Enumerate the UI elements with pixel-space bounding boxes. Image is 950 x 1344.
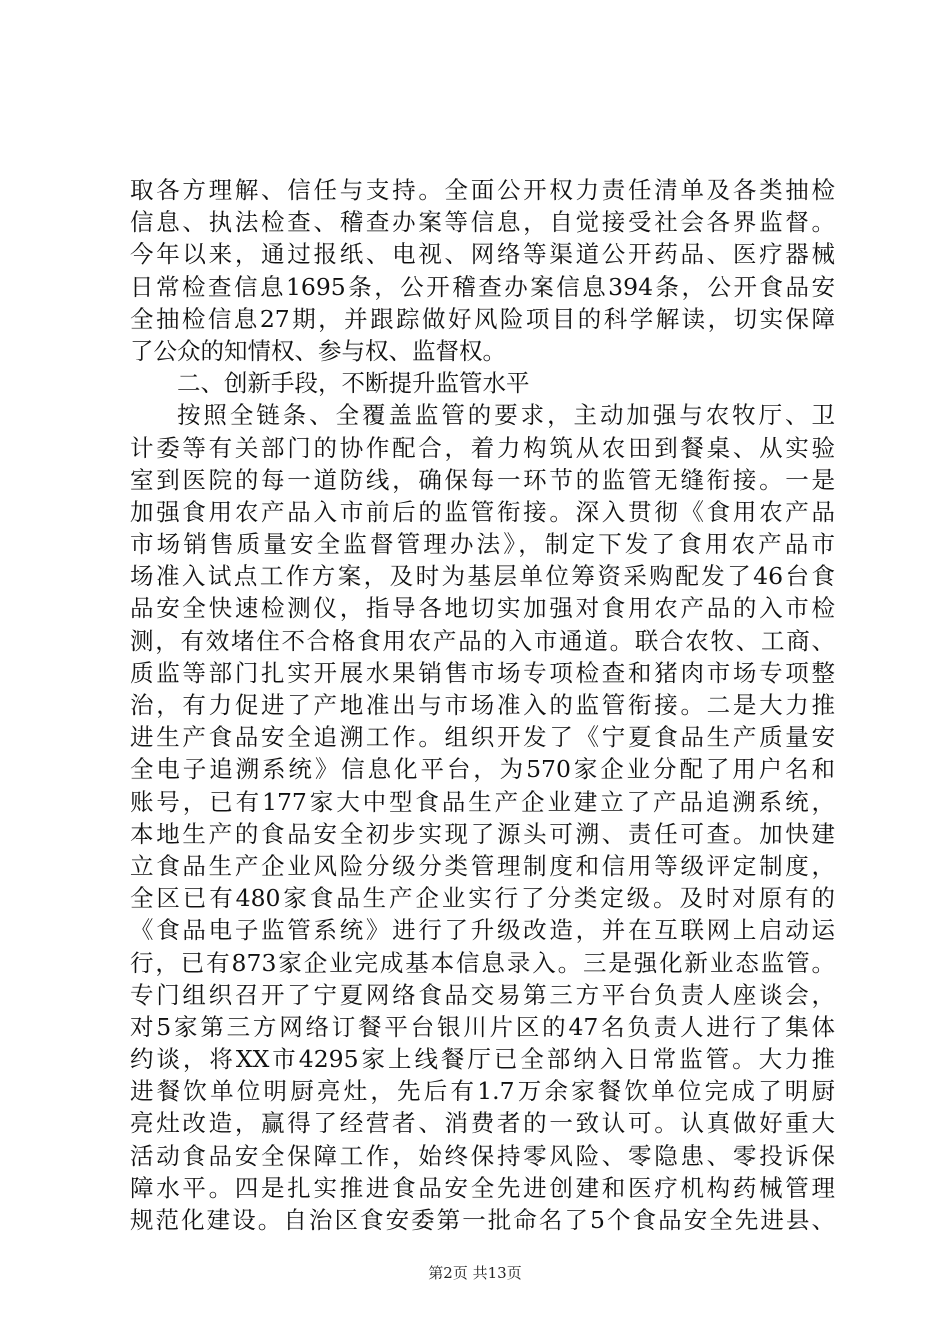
text-line: 日常检查信息1695条，公开稽查办案信息394条，公开食品安 (130, 272, 835, 301)
text-line: 专门组织召开了宁夏网络食品交易第三方平台负责人座谈会， (130, 980, 835, 1009)
text-line: 取各方理解、信任与支持。全面公开权力责任清单及各类抽检 (130, 176, 835, 204)
section-heading: 二、创新手段，不断提升监管水平 (177, 369, 530, 398)
text-line: 行，已有873家企业完成基本信息录入。三是强化新业态监管。 (130, 948, 835, 977)
text-line: 测，有效堵住不合格食用农产品的入市通道。联合农牧、工商、 (130, 626, 835, 655)
text-line: 进餐饮单位明厨亮灶，先后有1.7万余家餐饮单位完成了明厨 (130, 1077, 835, 1106)
text-line: 了公众的知情权、参与权、监督权。 (130, 336, 506, 365)
text-line: 信息、执法检查、稽查办案等信息，自觉接受社会各界监督。 (130, 208, 835, 237)
page-number-label: 第2页 共13页 (428, 1264, 522, 1282)
text-line: 活动食品安全保障工作，始终保持零风险、零隐患、零投诉保 (130, 1141, 835, 1170)
text-line: 加强食用农产品入市前后的监管衔接。深入贯彻《食用农产品 (130, 497, 835, 526)
text-line: 今年以来，通过报纸、电视、网络等渠道公开药品、医疗器械 (130, 240, 835, 269)
text-line: 全区已有480家食品生产企业实行了分类定级。及时对原有的 (130, 884, 835, 913)
text-line: 障水平。四是扎实推进食品安全先进创建和医疗机构药械管理 (130, 1173, 835, 1202)
text-line: 品安全快速检测仪，指导各地切实加强对食用农产品的入市检 (130, 594, 835, 623)
text-line: 室到医院的每一道防线，确保每一环节的监管无缝衔接。一是 (130, 465, 835, 494)
text-line: 立食品生产企业风险分级分类管理制度和信用等级评定制度， (130, 851, 835, 880)
page-footer (0, 1263, 950, 1283)
text-line: 账号，已有177家大中型食品生产企业建立了产品追溯系统， (130, 787, 835, 816)
text-line: 对5家第三方网络订餐平台银川片区的47名负责人进行了集体 (130, 1012, 835, 1041)
text-line: 约谈，将XX市4295家上线餐厅已全部纳入日常监管。大力推 (130, 1045, 835, 1074)
text-line: 治，有力促进了产地准出与市场准入的监管衔接。二是大力推 (130, 691, 835, 719)
text-line: 按照全链条、全覆盖监管的要求，主动加强与农牧厅、卫 (177, 401, 835, 430)
text-line: 全抽检信息27期，并跟踪做好风险项目的科学解读，切实保障 (130, 304, 835, 333)
text-line: 全电子追溯系统》信息化平台，为570家企业分配了用户名和 (130, 755, 835, 784)
text-line: 计委等有关部门的协作配合，着力构筑从农田到餐桌、从实验 (130, 433, 835, 462)
text-line: 《食品电子监管系统》进行了升级改造，并在互联网上启动运 (130, 916, 835, 945)
text-line: 进生产食品安全追溯工作。组织开发了《宁夏食品生产质量安 (130, 723, 835, 752)
text-line: 场准入试点工作方案，及时为基层单位筹资采购配发了46台食 (130, 562, 835, 591)
text-line: 本地生产的食品安全初步实现了源头可溯、责任可查。加快建 (130, 819, 835, 848)
text-line: 规范化建设。自治区食安委第一批命名了5个食品安全先进县、 (130, 1206, 835, 1234)
text-line: 亮灶改造，赢得了经营者、消费者的一致认可。认真做好重大 (130, 1109, 835, 1138)
text-line: 质监等部门扎实开展水果销售市场专项检查和猪肉市场专项整 (130, 658, 835, 687)
text-line: 市场销售质量安全监督管理办法》，制定下发了食用农产品市 (130, 530, 835, 559)
body-text (130, 174, 835, 1236)
